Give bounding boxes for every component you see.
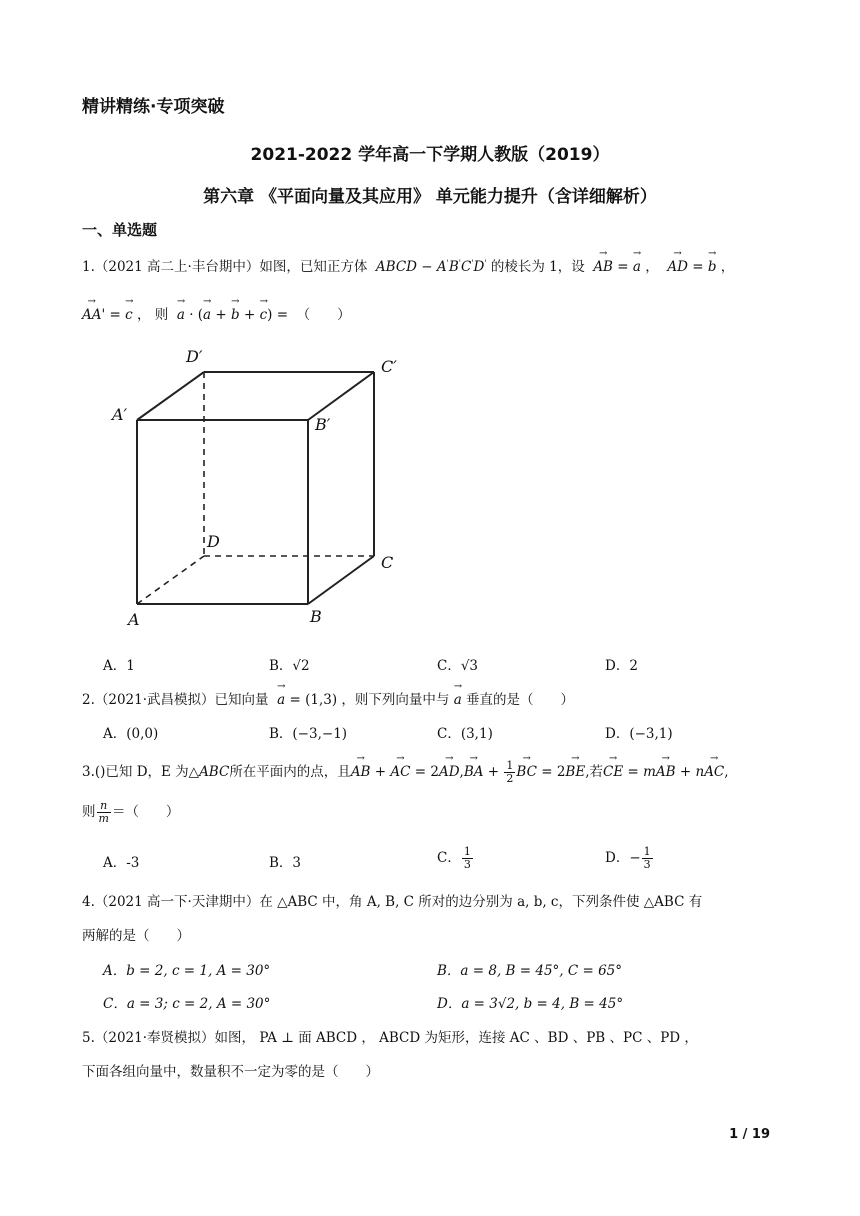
question-4-line-2: 两解的是（ ） [82,928,190,944]
document-title: 2021-2022 学年高一下学期人教版（2019） [250,145,610,165]
question-4-line-1: 4.（2021 高一下·天津期中）在 △ABC 中，角 A, B, C 所对的边分别为 a, b, c，下列条件使 △ABC 有 [82,894,703,910]
question-5-line-2: 下面各组向量中，数量积不一定为零的是（ ） [82,1064,379,1080]
question-3-line-2: 则 $\frac{n}{m}$ ＝（ ） [82,799,180,825]
q1-option-a: A．1 [103,658,135,674]
vertex-label-d: D [207,532,220,551]
q4-option-d: D．a = 3√2, b = 4, B = 45° [437,996,624,1012]
vertex-label-b-prime: B′ [315,415,331,434]
vertex-label-c-prime: C′ [381,357,397,376]
q4-option-a: A．b = 2, c = 1, A = 30° [103,963,271,979]
q2-option-a: A．(0,0) [103,726,159,742]
vertex-label-b: B [310,607,322,626]
q1-option-b: B．√2 [269,658,310,674]
page-number: 1 / 19 [729,1127,770,1142]
question-1-line-2: → AA' = → c ， 则 → a · (→ a + → b + → c) = （ ） [82,303,351,323]
document-subtitle: 第六章 《平面向量及其应用》 单元能力提升（含详细解析） [203,187,657,207]
q3-option-b: B．3 [269,855,302,871]
vertex-label-a: A [128,610,140,629]
q4-option-c: C．a = 3; c = 2, A = 30° [103,996,271,1012]
q3-option-d: D．− $\frac{1}{3}$ [605,845,651,871]
q1-blank: （ ） [296,307,351,323]
vertex-label-c: C [381,553,394,572]
q2-option-c: C．(3,1) [437,726,493,742]
section-heading: 一、单选题 [82,221,158,239]
q4-option-b: B．a = 8, B = 45°, C = 65° [437,963,623,979]
q2-option-d: D．(−3,1) [605,726,673,742]
q1-option-c: C．√3 [437,658,479,674]
question-3-line-1: 3.()已知 D，E 为△ABC所在平面内的点，且→ AB + → AC = 2→ AD,→ BA + $\frac{1}{2}$ → BC = 2→ BE,若→ CE = m→ AB + n→ AC, [82,760,729,785]
question-5-line-1: 5.（2021·奉贤模拟）如图， PA ⊥ 面 ABCD ， ABCD 为矩形，连接 AC 、BD 、PB 、PC 、PD ， [82,1030,698,1046]
question-2: 2.（2021·武昌模拟）已知向量 → a = (1,3) ，则下列向量中与 → a 垂直的是（ ） [82,688,574,708]
brand-heading: 精讲精练·专项突破 [82,97,225,117]
q2-option-b: B．(−3,−1) [269,726,348,742]
q3-option-c: C． $\frac{1}{3}$ [437,845,471,871]
q1-prefix: 1.（2021 高二上·丰台期中）如图，已知正方体 [82,259,368,275]
vertex-label-d-prime: D′ [186,347,203,366]
q1-option-d: D．2 [605,658,638,674]
question-1-line-1: 1.（2021 高二上·丰台期中）如图，已知正方体 ABCD − A'B'C'D' 的棱长为 1，设 → AB = → a ， → AD = → b ， [82,255,734,275]
cube-figure [100,340,420,630]
vertex-label-a-prime: A′ [112,405,128,424]
q3-option-a: A．-3 [103,855,140,871]
